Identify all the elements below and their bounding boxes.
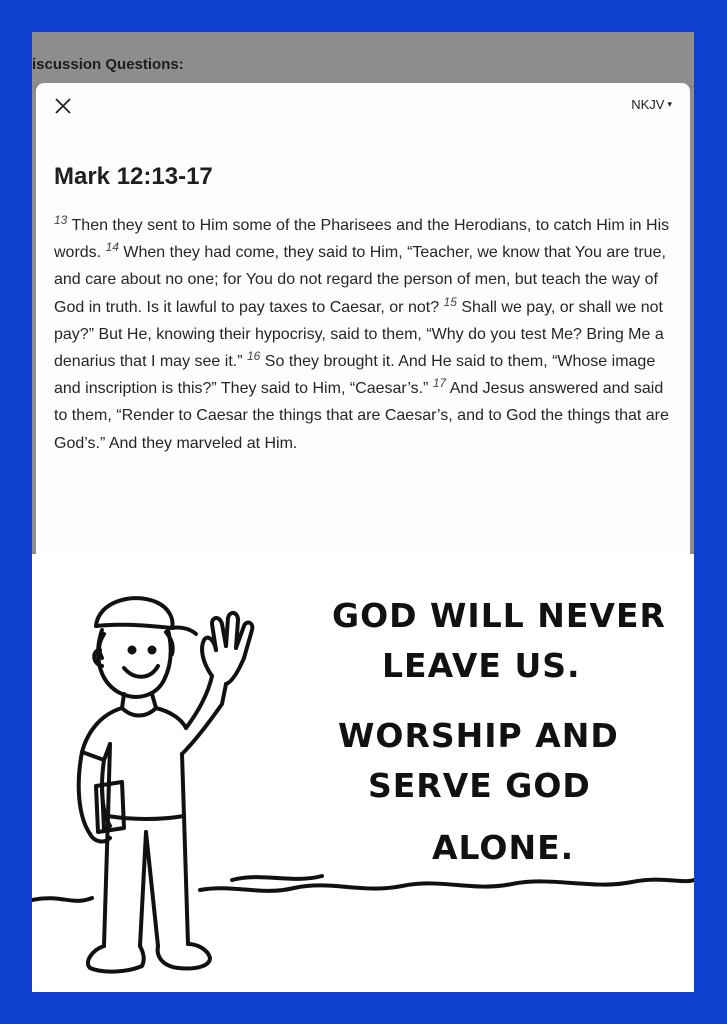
comic-line: WORSHIP AND — [338, 716, 619, 755]
passage-modal — [36, 83, 690, 554]
comic-line: ALONE. — [432, 828, 575, 867]
verse-number: 17 — [432, 376, 447, 391]
verse-number: 16 — [246, 349, 261, 364]
close-button[interactable] — [52, 95, 74, 117]
chevron-down-icon: ▾ — [667, 99, 672, 109]
comic-line: SERVE GOD — [368, 766, 591, 805]
version-label: NKJV — [631, 97, 665, 112]
verse-number: 14 — [105, 240, 119, 255]
comic-line: GOD WILL NEVER — [332, 596, 666, 635]
passage-title: Mark 12:13-17 — [54, 163, 213, 190]
verse-text: Then they sent to Him some of the Pharisees and the Herodians, to catch Him in His words. — [54, 217, 670, 262]
verse-number: 13 — [54, 213, 68, 227]
comic-illustration — [32, 554, 694, 992]
verse-number: 15 — [443, 294, 457, 309]
verse-text: So they brought it. And He said to them, “Whose image and inscription is this?” They said to Him, “Caesar’s.” — [54, 353, 656, 398]
version-selector[interactable] — [631, 97, 672, 112]
close-icon — [52, 95, 74, 117]
app-screenshot — [32, 32, 694, 554]
passage-text — [54, 212, 678, 457]
verse-text: Shall we pay, or shall we not pay?” But He, knowing their hypocrisy, said to them, “Why do you test Me? Bring Me a denarius that I may see it.” — [54, 298, 664, 371]
verse-text: And Jesus answered and said to them, “Render to Caesar the things that are Caesar’s, and to God the things that are God’s.” And they marveled at Him. — [54, 380, 669, 452]
discussion-questions-heading: iscussion Questions: — [32, 56, 184, 73]
comic-line: LEAVE US. — [382, 646, 581, 685]
verse-text: When they had come, they said to Him, “Teacher, we know that You are true, and care about no one; for You do not regard the person of men, but teach the way of God in truth. Is it lawful to pay taxes to Caesar, or not? — [54, 244, 666, 316]
